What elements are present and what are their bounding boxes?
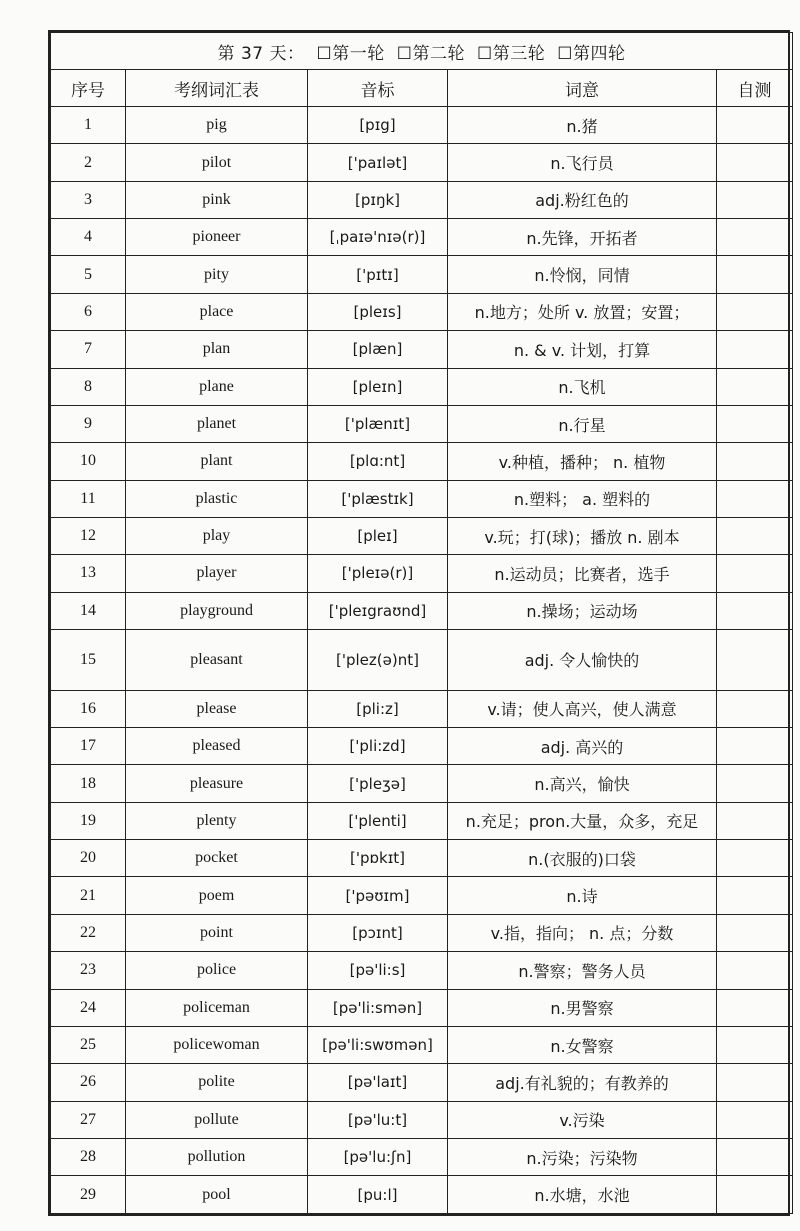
row-number: 7 bbox=[51, 331, 126, 368]
row-phonetic: [pɪg] bbox=[308, 107, 448, 144]
row-meaning: n.(衣服的)口袋 bbox=[448, 840, 717, 877]
row-self-test-cell[interactable] bbox=[717, 690, 793, 727]
row-number: 16 bbox=[51, 690, 126, 727]
row-meaning: n.女警察 bbox=[448, 1026, 717, 1063]
vocabulary-sheet bbox=[48, 30, 790, 1216]
round-4-checkbox[interactable]: ☐第四轮 bbox=[557, 43, 626, 64]
row-number: 26 bbox=[51, 1064, 126, 1101]
row-meaning: adj. 高兴的 bbox=[448, 727, 717, 764]
row-word: please bbox=[126, 690, 308, 727]
row-number: 21 bbox=[51, 877, 126, 914]
row-self-test-cell[interactable] bbox=[717, 1138, 793, 1175]
row-meaning: n.警察；警务人员 bbox=[448, 952, 717, 989]
row-meaning: v.种植，播种； n. 植物 bbox=[448, 443, 717, 480]
table-row bbox=[51, 443, 793, 480]
row-word: policewoman bbox=[126, 1026, 308, 1063]
row-self-test-cell[interactable] bbox=[717, 219, 793, 256]
row-number: 10 bbox=[51, 443, 126, 480]
table-row bbox=[51, 1026, 793, 1063]
vocabulary-rows bbox=[51, 107, 793, 1214]
row-self-test-cell[interactable] bbox=[717, 107, 793, 144]
row-phonetic: ['pɒkɪt] bbox=[308, 840, 448, 877]
row-word: pioneer bbox=[126, 219, 308, 256]
table-row bbox=[51, 727, 793, 764]
row-meaning: n.行星 bbox=[448, 405, 717, 442]
row-word: pig bbox=[126, 107, 308, 144]
row-self-test-cell[interactable] bbox=[717, 630, 793, 691]
row-word: plan bbox=[126, 331, 308, 368]
row-self-test-cell[interactable] bbox=[717, 877, 793, 914]
table-row bbox=[51, 1138, 793, 1175]
row-meaning: n.运动员；比赛者，选手 bbox=[448, 555, 717, 592]
round-2-checkbox[interactable]: ☐第二轮 bbox=[396, 43, 465, 64]
table-row bbox=[51, 1064, 793, 1101]
row-number: 15 bbox=[51, 630, 126, 691]
row-number: 1 bbox=[51, 107, 126, 144]
row-self-test-cell[interactable] bbox=[717, 952, 793, 989]
row-phonetic: ['pli:zd] bbox=[308, 727, 448, 764]
header-self-test: 自测 bbox=[717, 70, 793, 107]
row-number: 29 bbox=[51, 1176, 126, 1214]
row-word: pleasure bbox=[126, 765, 308, 802]
row-self-test-cell[interactable] bbox=[717, 555, 793, 592]
row-word: pleased bbox=[126, 727, 308, 764]
header-no: 序号 bbox=[51, 70, 126, 107]
row-meaning: n.充足；pron.大量，众多，充足 bbox=[448, 802, 717, 839]
row-phonetic: ['pleɪə(r)] bbox=[308, 555, 448, 592]
row-number: 3 bbox=[51, 181, 126, 218]
row-word: play bbox=[126, 517, 308, 554]
table-row bbox=[51, 914, 793, 951]
row-phonetic: ['pɪtɪ] bbox=[308, 256, 448, 293]
row-self-test-cell[interactable] bbox=[717, 914, 793, 951]
table-row bbox=[51, 293, 793, 330]
row-phonetic: [pleɪ] bbox=[308, 517, 448, 554]
table-row bbox=[51, 555, 793, 592]
row-phonetic: [pleɪs] bbox=[308, 293, 448, 330]
row-number: 5 bbox=[51, 256, 126, 293]
row-word: plane bbox=[126, 368, 308, 405]
sheet-title bbox=[51, 33, 793, 70]
row-self-test-cell[interactable] bbox=[717, 989, 793, 1026]
row-phonetic: [pə'li:smən] bbox=[308, 989, 448, 1026]
row-number: 24 bbox=[51, 989, 126, 1026]
table-row bbox=[51, 331, 793, 368]
row-self-test-cell[interactable] bbox=[717, 1101, 793, 1138]
row-phonetic: [pli:z] bbox=[308, 690, 448, 727]
row-meaning: n.高兴，愉快 bbox=[448, 765, 717, 802]
row-self-test-cell[interactable] bbox=[717, 727, 793, 764]
row-word: pool bbox=[126, 1176, 308, 1214]
row-meaning: n.飞行员 bbox=[448, 144, 717, 181]
row-self-test-cell[interactable] bbox=[717, 765, 793, 802]
row-word: plant bbox=[126, 443, 308, 480]
row-number: 6 bbox=[51, 293, 126, 330]
row-word: place bbox=[126, 293, 308, 330]
row-word: police bbox=[126, 952, 308, 989]
table-row bbox=[51, 802, 793, 839]
row-word: pollute bbox=[126, 1101, 308, 1138]
row-number: 18 bbox=[51, 765, 126, 802]
table-row bbox=[51, 181, 793, 218]
row-self-test-cell[interactable] bbox=[717, 840, 793, 877]
row-word: playground bbox=[126, 592, 308, 629]
row-meaning: adj. 令人愉快的 bbox=[448, 630, 717, 691]
row-number: 4 bbox=[51, 219, 126, 256]
row-phonetic: [pə'lu:t] bbox=[308, 1101, 448, 1138]
table-row bbox=[51, 368, 793, 405]
row-meaning: n. & v. 计划，打算 bbox=[448, 331, 717, 368]
row-word: pollution bbox=[126, 1138, 308, 1175]
row-meaning: n.猪 bbox=[448, 107, 717, 144]
row-phonetic: [pə'laɪt] bbox=[308, 1064, 448, 1101]
row-phonetic: ['plenti] bbox=[308, 802, 448, 839]
row-self-test-cell[interactable] bbox=[717, 405, 793, 442]
row-number: 9 bbox=[51, 405, 126, 442]
row-number: 8 bbox=[51, 368, 126, 405]
table-row bbox=[51, 840, 793, 877]
table-row bbox=[51, 107, 793, 144]
table-row bbox=[51, 989, 793, 1026]
row-self-test-cell[interactable] bbox=[717, 443, 793, 480]
row-self-test-cell[interactable] bbox=[717, 802, 793, 839]
row-meaning: n.污染；污染物 bbox=[448, 1138, 717, 1175]
row-word: pilot bbox=[126, 144, 308, 181]
row-number: 25 bbox=[51, 1026, 126, 1063]
row-meaning: n.操场；运动场 bbox=[448, 592, 717, 629]
table-row bbox=[51, 219, 793, 256]
row-self-test-cell[interactable] bbox=[717, 592, 793, 629]
row-self-test-cell[interactable] bbox=[717, 1026, 793, 1063]
table-row bbox=[51, 952, 793, 989]
row-phonetic: [pɔɪnt] bbox=[308, 914, 448, 951]
row-meaning: adj.有礼貌的；有教养的 bbox=[448, 1064, 717, 1101]
row-phonetic: [pɪŋk] bbox=[308, 181, 448, 218]
row-word: plastic bbox=[126, 480, 308, 517]
row-phonetic: [ˌpaɪə'nɪə(r)] bbox=[308, 219, 448, 256]
row-number: 13 bbox=[51, 555, 126, 592]
table-row bbox=[51, 405, 793, 442]
row-meaning: n.塑料； a. 塑料的 bbox=[448, 480, 717, 517]
table-row bbox=[51, 690, 793, 727]
row-meaning: v.请；使人高兴，使人满意 bbox=[448, 690, 717, 727]
row-number: 2 bbox=[51, 144, 126, 181]
row-self-test-cell[interactable] bbox=[717, 368, 793, 405]
row-phonetic: [pleɪn] bbox=[308, 368, 448, 405]
table-row bbox=[51, 256, 793, 293]
row-meaning: adj.粉红色的 bbox=[448, 181, 717, 218]
row-meaning: v.玩；打(球)；播放 n. 剧本 bbox=[448, 517, 717, 554]
row-word: pink bbox=[126, 181, 308, 218]
table-row bbox=[51, 630, 793, 691]
row-word: planet bbox=[126, 405, 308, 442]
row-self-test-cell[interactable] bbox=[717, 331, 793, 368]
day-label: 第 37 天： bbox=[217, 43, 305, 64]
row-number: 28 bbox=[51, 1138, 126, 1175]
row-self-test-cell[interactable] bbox=[717, 517, 793, 554]
table-row bbox=[51, 480, 793, 517]
table-row bbox=[51, 1176, 793, 1214]
row-number: 23 bbox=[51, 952, 126, 989]
row-phonetic: ['plænɪt] bbox=[308, 405, 448, 442]
round-3-checkbox[interactable]: ☐第三轮 bbox=[477, 43, 546, 64]
row-phonetic: [pə'li:swʊmən] bbox=[308, 1026, 448, 1063]
vocabulary-table bbox=[50, 32, 793, 1214]
row-word: poem bbox=[126, 877, 308, 914]
row-phonetic: ['plæstɪk] bbox=[308, 480, 448, 517]
row-self-test-cell[interactable] bbox=[717, 293, 793, 330]
row-meaning: v.指，指向； n. 点；分数 bbox=[448, 914, 717, 951]
row-number: 19 bbox=[51, 802, 126, 839]
header-meaning: 词意 bbox=[448, 70, 717, 107]
row-number: 11 bbox=[51, 480, 126, 517]
row-word: policeman bbox=[126, 989, 308, 1026]
row-meaning: n.飞机 bbox=[448, 368, 717, 405]
row-meaning: n.诗 bbox=[448, 877, 717, 914]
row-meaning: n.地方；处所 v. 放置；安置； bbox=[448, 293, 717, 330]
row-phonetic: ['paɪlət] bbox=[308, 144, 448, 181]
row-meaning: n.水塘，水池 bbox=[448, 1176, 717, 1214]
row-word: pleasant bbox=[126, 630, 308, 691]
table-row bbox=[51, 877, 793, 914]
row-word: plenty bbox=[126, 802, 308, 839]
row-word: pocket bbox=[126, 840, 308, 877]
table-row bbox=[51, 144, 793, 181]
row-phonetic: ['plez(ə)nt] bbox=[308, 630, 448, 691]
row-self-test-cell[interactable] bbox=[717, 256, 793, 293]
table-row bbox=[51, 517, 793, 554]
row-phonetic: [pə'lu:ʃn] bbox=[308, 1138, 448, 1175]
row-number: 27 bbox=[51, 1101, 126, 1138]
table-row bbox=[51, 592, 793, 629]
row-number: 20 bbox=[51, 840, 126, 877]
row-meaning: n.男警察 bbox=[448, 989, 717, 1026]
row-phonetic: ['pleʒə] bbox=[308, 765, 448, 802]
row-meaning: n.怜悯，同情 bbox=[448, 256, 717, 293]
table-row bbox=[51, 1101, 793, 1138]
header-phonetic: 音标 bbox=[308, 70, 448, 107]
row-word: pity bbox=[126, 256, 308, 293]
round-1-checkbox[interactable]: ☐第一轮 bbox=[316, 43, 385, 64]
table-row bbox=[51, 765, 793, 802]
row-self-test-cell[interactable] bbox=[717, 1064, 793, 1101]
row-word: polite bbox=[126, 1064, 308, 1101]
row-phonetic: [plæn] bbox=[308, 331, 448, 368]
row-phonetic: [pu:l] bbox=[308, 1176, 448, 1214]
row-self-test-cell[interactable] bbox=[717, 1176, 793, 1214]
row-number: 17 bbox=[51, 727, 126, 764]
row-phonetic: ['pleɪgraʊnd] bbox=[308, 592, 448, 629]
row-phonetic: [plɑ:nt] bbox=[308, 443, 448, 480]
row-self-test-cell[interactable] bbox=[717, 144, 793, 181]
row-self-test-cell[interactable] bbox=[717, 480, 793, 517]
row-number: 22 bbox=[51, 914, 126, 951]
row-word: player bbox=[126, 555, 308, 592]
header-word: 考纲词汇表 bbox=[126, 70, 308, 107]
row-meaning: n.先锋，开拓者 bbox=[448, 219, 717, 256]
row-number: 14 bbox=[51, 592, 126, 629]
row-meaning: v.污染 bbox=[448, 1101, 717, 1138]
row-number: 12 bbox=[51, 517, 126, 554]
row-phonetic: [pə'li:s] bbox=[308, 952, 448, 989]
row-word: point bbox=[126, 914, 308, 951]
header-row bbox=[51, 70, 793, 107]
row-self-test-cell[interactable] bbox=[717, 181, 793, 218]
row-phonetic: ['pəʊɪm] bbox=[308, 877, 448, 914]
